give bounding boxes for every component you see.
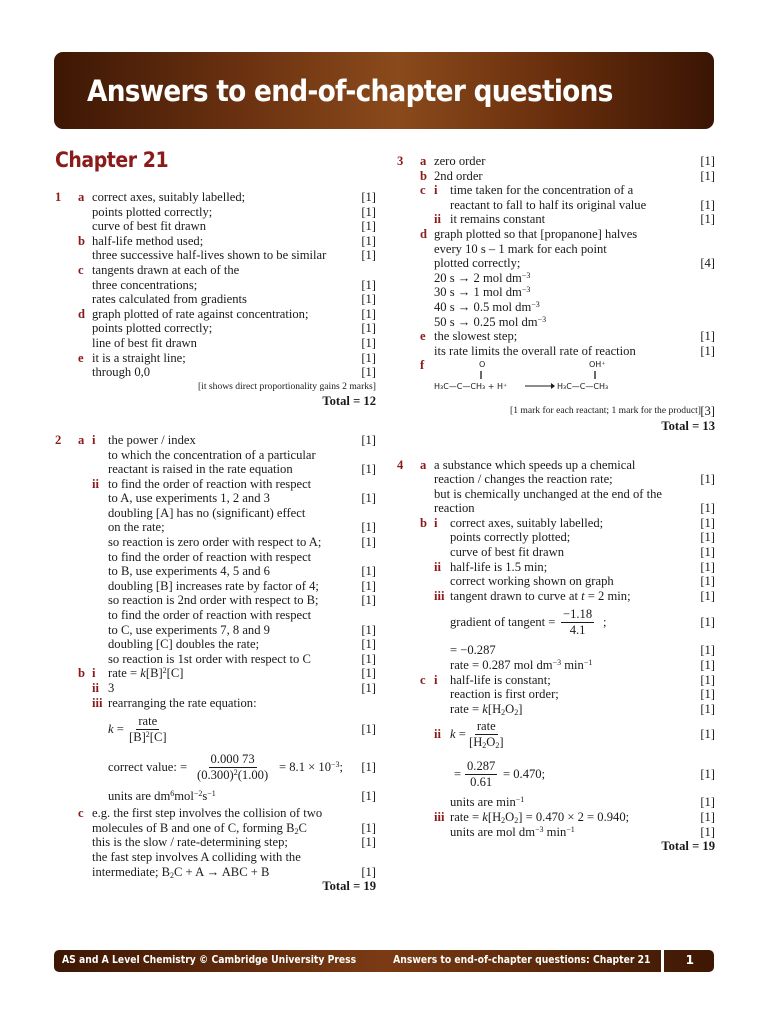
answer-line: a substance which speeds up a chemical bbox=[434, 457, 636, 472]
mark: [1] bbox=[700, 672, 715, 687]
question-number: 2 bbox=[55, 432, 62, 447]
mark: [1] bbox=[361, 578, 376, 593]
superscript: 2 bbox=[233, 768, 238, 778]
mark: [1] bbox=[700, 343, 715, 358]
answer-line: line of best fit drawn bbox=[92, 335, 197, 350]
part-label: b bbox=[420, 515, 428, 530]
text: tangent drawn to curve at bbox=[450, 588, 582, 603]
text: ; bbox=[603, 615, 607, 630]
subpart-label: iii bbox=[434, 810, 445, 824]
fraction bbox=[127, 714, 169, 745]
subpart-label: i bbox=[92, 432, 96, 447]
superscript: −3 bbox=[535, 824, 544, 834]
answer-line: to find the order of reaction with respect bbox=[108, 608, 312, 623]
subpart-label: ii bbox=[434, 212, 441, 227]
question-number: 4 bbox=[397, 457, 404, 472]
mark: [1] bbox=[361, 593, 376, 608]
mark: [1] bbox=[700, 588, 715, 603]
mark: [1] bbox=[700, 687, 715, 702]
part-label: d bbox=[78, 306, 86, 321]
text: intermediate; B bbox=[92, 864, 170, 879]
text: 30 s → 1 mol dm bbox=[434, 285, 522, 300]
text: min bbox=[561, 658, 584, 673]
text: 40 s → 0.5 mol dm bbox=[434, 299, 532, 314]
part-label: e bbox=[78, 350, 84, 365]
answer-line: graph plotted of rate against concentration; bbox=[92, 306, 309, 321]
subpart-label: i bbox=[434, 183, 438, 198]
answer-line: plotted correctly; bbox=[434, 256, 521, 271]
answer-line: reactant is raised in the rate equation bbox=[108, 462, 293, 477]
question-total bbox=[661, 839, 715, 854]
subscript: 2 bbox=[501, 816, 506, 825]
text: molecules of B and one of C, forming B bbox=[92, 820, 295, 835]
product-formula: H₃C—C—CH₃ bbox=[557, 382, 609, 392]
answer-line bbox=[92, 821, 307, 836]
text: (0.300) bbox=[197, 768, 234, 783]
question-2 bbox=[55, 433, 376, 894]
answer-line: to C, use experiments 7, 8 and 9 bbox=[108, 622, 270, 637]
subpart-label: ii bbox=[434, 727, 441, 742]
answer-line: its rate limits the overall rate of reaction bbox=[434, 343, 636, 358]
mark: [1] bbox=[361, 564, 376, 579]
answer-line bbox=[92, 865, 269, 880]
part-label: c bbox=[420, 672, 426, 687]
part-label: a bbox=[78, 432, 85, 447]
answer-line: points correctly plotted; bbox=[450, 530, 571, 545]
part-label: b bbox=[78, 233, 86, 248]
double-bond: ‖ bbox=[479, 370, 483, 380]
question-number: 3 bbox=[397, 154, 404, 168]
mark: [1] bbox=[361, 520, 376, 535]
question-4 bbox=[397, 458, 715, 854]
text: = 0.470; bbox=[503, 767, 546, 782]
numerator: −1.18 bbox=[563, 607, 593, 622]
answer-line: correct axes, suitably labelled; bbox=[450, 515, 604, 530]
total-label: Total = bbox=[661, 418, 703, 433]
total-label: Total = bbox=[322, 879, 364, 894]
superscript: −3 bbox=[331, 760, 340, 770]
answer-line: rates calculated from gradients bbox=[92, 292, 247, 307]
footer-publisher: AS and A Level Chemistry © Cambridge University Press bbox=[62, 954, 357, 966]
answer-line: on the rate; bbox=[108, 520, 165, 535]
rate-constant-symbol: k bbox=[108, 722, 114, 737]
text: units are mol dm bbox=[450, 824, 535, 839]
question-total bbox=[322, 394, 376, 409]
answer-line: it is a straight line; bbox=[92, 350, 186, 365]
superscript: −3 bbox=[552, 658, 562, 668]
right-column bbox=[397, 154, 715, 878]
subpart-label: ii bbox=[92, 681, 99, 695]
answer-line bbox=[450, 810, 629, 825]
part-label: a bbox=[420, 154, 427, 168]
mark: [1] bbox=[361, 248, 376, 263]
rate-constant-symbol: k bbox=[140, 666, 146, 681]
text: O bbox=[505, 810, 515, 824]
total-value: 19 bbox=[702, 839, 715, 854]
answer-line: graph plotted so that [propanone] halves bbox=[434, 226, 638, 241]
superscript: −2 bbox=[193, 789, 203, 799]
answer-line bbox=[450, 658, 592, 673]
answer-line: = −0.287 bbox=[450, 643, 496, 658]
equation-lhs bbox=[450, 727, 466, 742]
mark: [1] bbox=[361, 190, 376, 204]
subscript: 2 bbox=[482, 741, 487, 751]
page-footer bbox=[54, 950, 714, 972]
superscript: 2 bbox=[145, 730, 150, 740]
mark: [1] bbox=[361, 622, 376, 637]
text: rate = bbox=[108, 666, 141, 681]
page-title: Answers to end-of-chapter questions bbox=[87, 74, 613, 108]
subpart-label: i bbox=[434, 672, 438, 687]
mark: [1] bbox=[700, 824, 715, 839]
data-point bbox=[434, 285, 530, 300]
text: units are dm bbox=[108, 789, 171, 804]
subscript: 2 bbox=[514, 707, 519, 717]
mark: [1] bbox=[361, 789, 376, 804]
subscript: 2 bbox=[294, 826, 299, 836]
part-label: a bbox=[420, 457, 427, 472]
answer-line: reaction / changes the reaction rate; bbox=[434, 472, 613, 487]
answer-line: to A, use experiments 1, 2 and 3 bbox=[108, 491, 270, 506]
mark: [1] bbox=[700, 329, 715, 344]
part-label: c bbox=[420, 183, 426, 198]
mark: [1] bbox=[700, 197, 715, 212]
question-number: 1 bbox=[55, 190, 62, 204]
superscript: −3 bbox=[521, 285, 531, 295]
answer-line: points plotted correctly; bbox=[92, 321, 213, 336]
mark: [1] bbox=[700, 545, 715, 560]
mark: [1] bbox=[361, 432, 376, 447]
mark: [1] bbox=[700, 154, 715, 168]
answer-line: this is the slow / rate-determining step; bbox=[92, 835, 288, 850]
equation-lhs bbox=[108, 722, 124, 737]
text: [B] bbox=[129, 730, 146, 745]
answer-line: zero order bbox=[434, 154, 486, 168]
question-total bbox=[661, 419, 715, 434]
numerator: 0.287 bbox=[467, 759, 496, 774]
answer-line: three concentrations; bbox=[92, 277, 198, 292]
fraction bbox=[195, 752, 270, 783]
text: s bbox=[202, 789, 208, 804]
total-value: 12 bbox=[363, 394, 376, 409]
answer-line: the fast step involves A colliding with the bbox=[92, 849, 301, 864]
subscript: 2 bbox=[501, 707, 506, 717]
double-bond: ‖ bbox=[593, 370, 597, 380]
mark: [1] bbox=[361, 637, 376, 652]
mark: [1] bbox=[361, 651, 376, 666]
total-label: Total = bbox=[661, 839, 703, 854]
mark: [1] bbox=[361, 204, 376, 219]
answer-line: tangents drawn at each of the bbox=[92, 262, 240, 277]
part-label: d bbox=[420, 226, 428, 241]
text: = 2 min; bbox=[584, 588, 631, 603]
answer-line: every 10 s – 1 mark for each point bbox=[434, 241, 607, 256]
text: rate = 0.287 mol dm bbox=[450, 658, 553, 673]
text: rate = bbox=[450, 701, 483, 716]
answer-line bbox=[450, 702, 522, 717]
mark: [1] bbox=[700, 727, 715, 742]
mark: [1] bbox=[361, 760, 376, 775]
text: [H bbox=[487, 810, 502, 824]
footer-divider bbox=[661, 950, 664, 972]
answer-line: to B, use experiments 4, 5 and 6 bbox=[108, 564, 270, 579]
denominator: 4.1 bbox=[569, 623, 586, 638]
answer-line: reaction bbox=[434, 501, 475, 516]
text: = bbox=[454, 767, 462, 782]
answer-line: three successive half-lives shown to be similar bbox=[92, 248, 327, 263]
chapter-heading: Chapter 21 bbox=[55, 148, 169, 172]
answer-line: 2nd order bbox=[434, 168, 483, 183]
text: [H bbox=[469, 735, 483, 750]
mark: [1] bbox=[361, 350, 376, 365]
answer-line: but is chemically unchanged at the end of the bbox=[434, 486, 663, 501]
text: 50 s → 0.25 mol dm bbox=[434, 314, 538, 329]
text: C bbox=[298, 820, 307, 835]
answer-line: to find the order of reaction with respect bbox=[108, 549, 312, 564]
subpart-label: i bbox=[434, 515, 438, 530]
superscript: −1 bbox=[566, 824, 575, 834]
mark: [1] bbox=[700, 574, 715, 589]
data-point bbox=[434, 271, 530, 286]
denominator bbox=[127, 730, 169, 745]
rate-equation bbox=[108, 666, 183, 681]
answer-line: half-life is constant; bbox=[450, 672, 551, 687]
text: ] = 0.470 × 2 = 0.940; bbox=[518, 810, 630, 824]
answer-line: rearranging the rate equation: bbox=[108, 695, 257, 710]
text: = bbox=[113, 722, 124, 737]
mark: [1] bbox=[361, 335, 376, 350]
mark: [1] bbox=[361, 666, 376, 681]
part-label: b bbox=[420, 168, 428, 183]
mark: [1] bbox=[361, 292, 376, 307]
denominator bbox=[195, 768, 270, 783]
text: (1.00) bbox=[237, 768, 269, 783]
subscript: 2 bbox=[514, 816, 519, 825]
answer-line: half-life is 1.5 min; bbox=[450, 559, 548, 574]
answer-line: correct axes, suitably labelled; bbox=[92, 190, 246, 204]
marking-note: [1 mark for each reactant; 1 mark for the product] bbox=[510, 405, 701, 417]
part-label: c bbox=[78, 262, 84, 277]
answer-line: reactant to fall to half its original value bbox=[450, 197, 647, 212]
mark: [1] bbox=[700, 615, 715, 630]
marking-note: [it shows direct proportionality gains 2 marks] bbox=[198, 380, 376, 392]
answer-line: correct working shown on graph bbox=[450, 574, 614, 589]
question-total bbox=[322, 879, 376, 894]
answer-line: time taken for the concentration of a bbox=[450, 183, 634, 198]
text: [C] bbox=[149, 730, 167, 745]
mark: [1] bbox=[700, 472, 715, 487]
answer-line: the slowest step; bbox=[434, 329, 518, 344]
fraction bbox=[561, 607, 594, 638]
mark: [1] bbox=[700, 530, 715, 545]
mark: [1] bbox=[361, 233, 376, 248]
mark: [1] bbox=[361, 365, 376, 380]
superscript: 6 bbox=[170, 789, 175, 799]
mark: [1] bbox=[700, 701, 715, 716]
mark: [1] bbox=[361, 722, 376, 737]
text: O bbox=[505, 701, 515, 716]
mark: [1] bbox=[700, 767, 715, 782]
answer-line bbox=[450, 825, 575, 840]
text: [B] bbox=[145, 666, 163, 681]
mark: [1] bbox=[361, 491, 376, 506]
rate-constant-symbol: k bbox=[482, 701, 488, 716]
arrow-icon bbox=[525, 381, 555, 394]
text: mol bbox=[174, 789, 194, 804]
question-3 bbox=[397, 154, 715, 434]
rate-constant-symbol: k bbox=[450, 727, 456, 742]
superscript: −3 bbox=[537, 314, 547, 324]
data-point bbox=[434, 300, 540, 315]
mark: [1] bbox=[361, 219, 376, 234]
answer-line: half-life method used; bbox=[92, 233, 204, 248]
denominator: 0.61 bbox=[470, 775, 493, 790]
result bbox=[279, 760, 343, 775]
left-column bbox=[55, 190, 376, 918]
part-label: b bbox=[78, 666, 86, 681]
numerator: rate bbox=[138, 714, 158, 729]
mark: [1] bbox=[700, 168, 715, 183]
answer-line: e.g. the first step involves the collision of two bbox=[92, 806, 323, 821]
text: [C] bbox=[166, 666, 184, 681]
mark: [1] bbox=[361, 462, 376, 477]
mark: [3] bbox=[700, 404, 715, 419]
time-symbol: t bbox=[581, 588, 585, 603]
mark: [1] bbox=[700, 559, 715, 574]
mark: [4] bbox=[700, 256, 715, 271]
text: min bbox=[543, 824, 567, 839]
answer-line: 3 bbox=[108, 681, 115, 695]
superscript: −1 bbox=[515, 795, 525, 805]
mark: [1] bbox=[361, 277, 376, 292]
hydroxyl-label: OH⁺ bbox=[589, 360, 606, 370]
mark: [1] bbox=[361, 864, 376, 879]
total-label: Total = bbox=[322, 394, 364, 409]
part-label: f bbox=[420, 358, 425, 373]
part-label: c bbox=[78, 806, 84, 821]
data-point bbox=[434, 315, 546, 330]
mark: [1] bbox=[700, 810, 715, 824]
answer-line: curve of best fit drawn bbox=[92, 219, 207, 234]
superscript: −3 bbox=[531, 299, 540, 309]
answer-line: doubling [A] has no (significant) effect bbox=[108, 505, 306, 520]
subpart-label: ii bbox=[434, 559, 441, 574]
oxygen-label: O bbox=[479, 360, 486, 370]
mark: [1] bbox=[361, 820, 376, 835]
answer-line: to find the order of reaction with respect bbox=[108, 476, 312, 491]
answer-line: doubling [B] increases rate by factor of 4; bbox=[108, 578, 319, 593]
answer-line: points plotted correctly; bbox=[92, 204, 213, 219]
superscript: 2 bbox=[162, 666, 167, 676]
units-line bbox=[108, 786, 216, 806]
superscript: −3 bbox=[521, 270, 531, 280]
subscript: 2 bbox=[495, 741, 500, 751]
rate-constant-symbol: k bbox=[482, 810, 488, 824]
text: units are min bbox=[450, 795, 516, 810]
mark: [1] bbox=[361, 306, 376, 321]
mark: [1] bbox=[361, 681, 376, 695]
text: ] bbox=[499, 735, 504, 750]
answer-line: the power / index bbox=[108, 432, 196, 447]
numerator: rate bbox=[476, 719, 496, 734]
mark: [1] bbox=[361, 835, 376, 850]
mark: [1] bbox=[700, 795, 715, 810]
fraction bbox=[467, 719, 506, 750]
superscript: −1 bbox=[583, 658, 593, 668]
subpart-label: iii bbox=[434, 588, 445, 603]
text: gradient of tangent = bbox=[450, 615, 556, 630]
text: O bbox=[486, 735, 496, 750]
part-label: a bbox=[78, 190, 85, 204]
mark: [1] bbox=[700, 515, 715, 530]
mark: [1] bbox=[700, 643, 715, 658]
fraction bbox=[465, 759, 497, 790]
denominator bbox=[467, 735, 506, 750]
footer-chapter: Answers to end-of-chapter questions: Chapter 21 bbox=[392, 954, 650, 966]
subpart-label: i bbox=[92, 666, 96, 681]
superscript: −1 bbox=[207, 789, 216, 799]
subpart-label: iii bbox=[92, 695, 103, 710]
subpart-label: ii bbox=[92, 476, 99, 491]
subscript: 2 bbox=[170, 870, 174, 880]
text: correct value: = bbox=[108, 760, 188, 775]
answer-line: to which the concentration of a particular bbox=[108, 447, 316, 462]
text: = 8.1 × 10 bbox=[279, 760, 331, 775]
mark: [1] bbox=[361, 535, 376, 550]
numerator: 0.000 73 bbox=[210, 752, 255, 767]
propanone-formula: H₃C—C—CH₃ + H⁺ bbox=[434, 382, 508, 392]
answer-line: curve of best fit drawn bbox=[450, 545, 565, 560]
mark: [1] bbox=[700, 501, 715, 516]
answer-line: so reaction is zero order with respect to A; bbox=[108, 535, 322, 550]
text: 20 s → 2 mol dm bbox=[434, 270, 522, 285]
total-value: 13 bbox=[702, 418, 715, 433]
answer-line bbox=[450, 589, 631, 604]
reaction-scheme bbox=[397, 358, 715, 404]
text: [H bbox=[487, 701, 502, 716]
answer-line: doubling [C] doubles the rate; bbox=[108, 637, 260, 652]
question-1 bbox=[55, 190, 376, 409]
text: ; bbox=[339, 760, 344, 775]
mark: [1] bbox=[361, 321, 376, 336]
answer-line: reaction is first order; bbox=[450, 687, 559, 702]
answer-line: so reaction is 2nd order with respect to B; bbox=[108, 593, 319, 608]
text: ] bbox=[518, 701, 523, 716]
total-value: 19 bbox=[363, 879, 376, 894]
answer-line: it remains constant bbox=[450, 212, 546, 227]
answer-line: so reaction is 1st order with respect to C bbox=[108, 651, 311, 666]
title-banner bbox=[54, 52, 714, 129]
text: rate = bbox=[450, 810, 483, 824]
text: = bbox=[455, 727, 466, 742]
answer-line bbox=[450, 795, 524, 810]
page-number: 1 bbox=[685, 953, 694, 967]
mark: [1] bbox=[700, 212, 715, 227]
part-label: e bbox=[420, 329, 426, 344]
answer-line: through 0,0 bbox=[92, 365, 151, 380]
mark: [1] bbox=[700, 658, 715, 673]
text: C + A → ABC + B bbox=[174, 864, 270, 879]
